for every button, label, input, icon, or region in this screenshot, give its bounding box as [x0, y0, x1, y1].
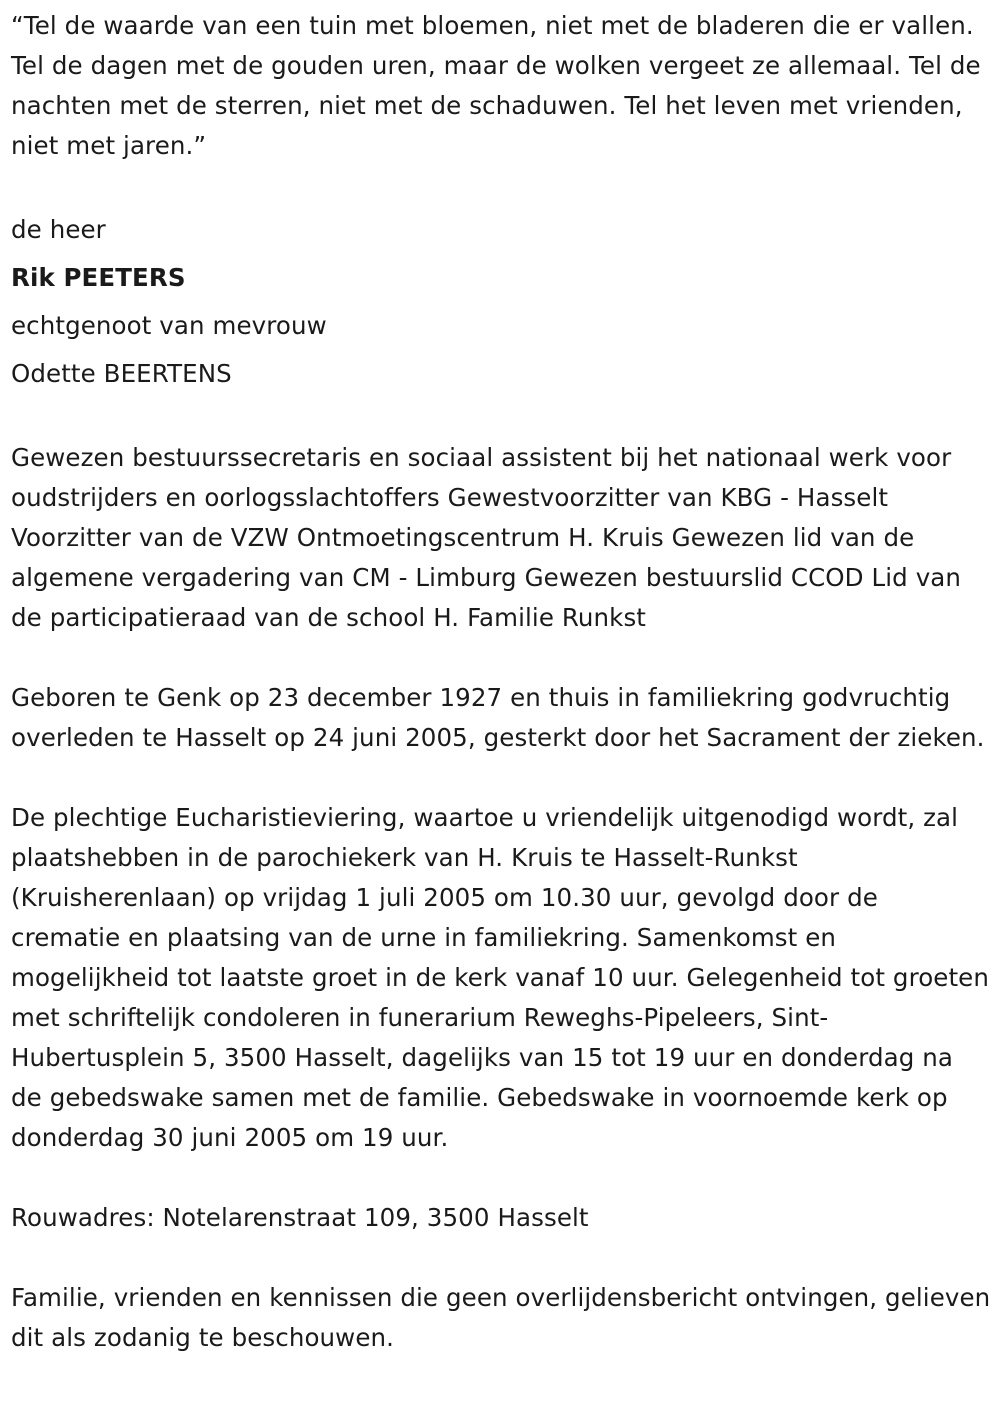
service-paragraph: De plechtige Eucharistieviering, waartoe u vriendelijk uitgenodigd wordt, zal plaatshebben in de parochiekerk van H. Kruis te Hasselt-Runkst (Kruisherenlaan) op vrijdag 1 juli 2005 om 10.30 uur, gevolgd door de crematie en plaatsing van de urne in familiekring. Samenkomst en mogelijkheid tot laatste groet in de kerk vanaf 10 uur. Gelegenheid tot groeten met schriftelijk condoleren in funerarium Reweghs-Pipeleers, Sint-Hubertusplein 5, 3500 Hasselt, dagelijks van 15 tot 19 uur en donderdag na de gebedswake samen met de familie. Gebedswake in voornoemde kerk op donderdag 30 juni 2005 om 19 uur. — [11, 803, 989, 1152]
spacer — [11, 1158, 991, 1198]
spouse-name: Odette BEERTENS — [11, 359, 232, 388]
deceased-title: de heer — [11, 215, 106, 244]
deceased-block — [11, 206, 991, 398]
spacer — [11, 398, 991, 438]
career-paragraph: Gewezen bestuurssecretaris en sociaal assistent bij het nationaal werk voor oudstrijders en oorlogsslachtoffers Gewestvoorzitter van KBG - Hasselt Voorzitter van de VZW Ontmoetingscentrum H. Kruis Gewezen lid van de algemene vergadering van CM - Limburg Gewezen bestuurslid CCOD Lid van de participatieraad van de school H. Familie Runkst — [11, 443, 962, 632]
spacer — [11, 1238, 991, 1278]
mourning-address: Rouwadres: Notelarenstraat 109, 3500 Hasselt — [11, 1203, 589, 1232]
relation-text: echtgenoot van mevrouw — [11, 311, 327, 340]
birth-death-paragraph: Geboren te Genk op 23 december 1927 en thuis in familiekring godvruchtig overleden te Hasselt op 24 juni 2005, gesterkt door het Sacrament der zieken. — [11, 683, 985, 752]
deceased-name: Rik PEETERS — [11, 263, 186, 292]
obituary-document — [11, 6, 991, 1358]
closing-paragraph: Familie, vrienden en kennissen die geen overlijdensbericht ontvingen, gelieven dit als zodanig te beschouwen. — [11, 1283, 991, 1352]
opening-quote: “Tel de waarde van een tuin met bloemen, niet met de bladeren die er vallen. Tel de dagen met de gouden uren, maar de wolken vergeet ze allemaal. Tel de nachten met de sterren, niet met de schaduwen. Tel het leven met vrienden, niet met jaren.” — [11, 11, 981, 160]
spacer — [11, 638, 991, 678]
spacer — [11, 166, 991, 206]
spacer — [11, 758, 991, 798]
